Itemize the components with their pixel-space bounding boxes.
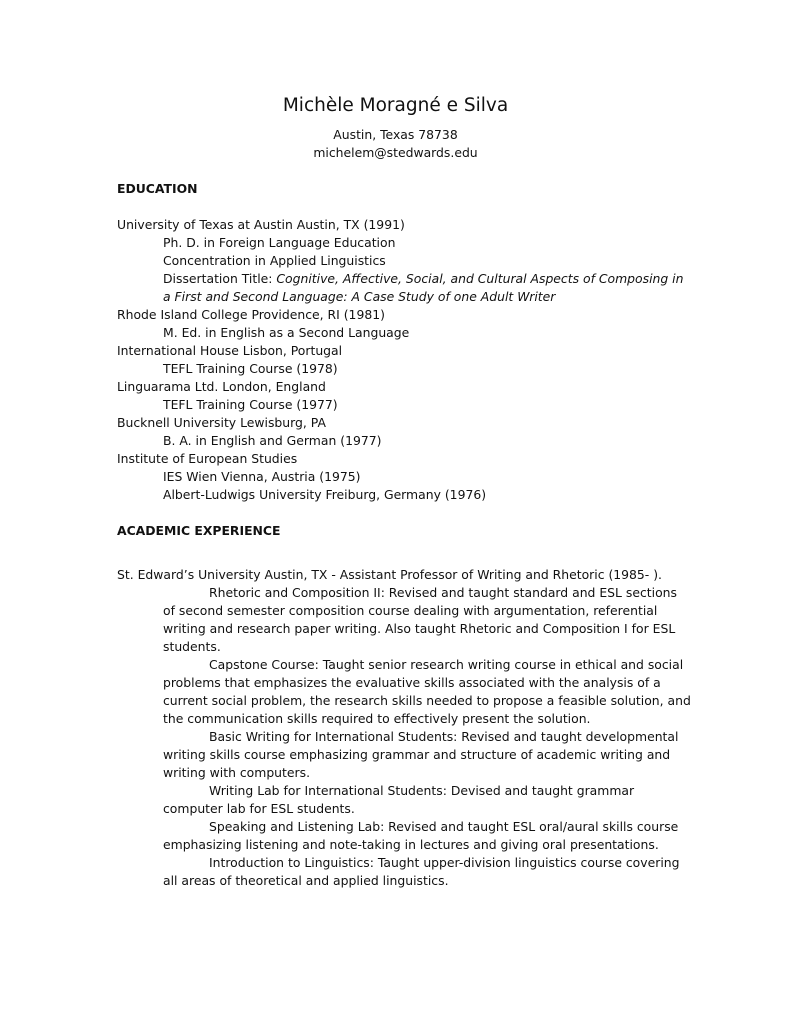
page-title: Michèle Moragné e Silva xyxy=(282,95,509,116)
education-line: TEFL Training Course (1978) xyxy=(163,361,338,376)
academic-line: computer lab for ESL students. xyxy=(163,801,355,816)
academic-line: problems that emphasizes the evaluative skills associated with the analysis of a xyxy=(163,675,661,690)
education-line: TEFL Training Course (1977) xyxy=(163,397,338,412)
academic-line: Speaking and Listening Lab: Revised and taught ESL oral/aural skills course xyxy=(209,819,679,834)
academic-line: all areas of theoretical and applied linguistics. xyxy=(163,873,449,888)
education-line: University of Texas at Austin Austin, TX (1991) xyxy=(117,217,405,232)
education-line: Ph. D. in Foreign Language Education xyxy=(163,235,396,250)
academic-line: writing skills course emphasizing grammar and structure of academic writing and xyxy=(163,747,671,762)
academic-line: Rhetoric and Composition II: Revised and taught standard and ESL sections xyxy=(209,585,677,600)
academic-line: Introduction to Linguistics: Taught upper-division linguistics course covering xyxy=(209,855,680,870)
academic-line: Capstone Course: Taught senior research writing course in ethical and social xyxy=(209,657,684,672)
academic-line: emphasizing listening and note-taking in lectures and giving oral presentations. xyxy=(163,837,659,852)
education-line: B. A. in English and German (1977) xyxy=(163,433,382,448)
education-line: Linguarama Ltd. London, England xyxy=(117,379,326,394)
academic-line: the communication skills required to effectively present the solution. xyxy=(163,711,591,726)
academic-line: students. xyxy=(163,639,221,654)
email: michelem@stedwards.edu xyxy=(313,145,478,160)
academic-line: writing and research paper writing. Also taught Rhetoric and Composition I for ESL xyxy=(163,621,676,636)
education-line: Albert-Ludwigs University Freiburg, Germany (1976) xyxy=(163,487,487,502)
education-line: M. Ed. in English as a Second Language xyxy=(163,325,410,340)
dissertation-line xyxy=(163,270,683,288)
academic-line: of second semester composition course dealing with argumentation, referential xyxy=(163,603,658,618)
education-heading: EDUCATION xyxy=(117,181,198,196)
academic-line: writing with computers. xyxy=(163,765,311,780)
dissertation-title: Cognitive, Affective, Social, and Cultural Aspects of Composing in xyxy=(276,271,684,286)
dissertation-title-cont: a First and Second Language: A Case Study of one Adult Writer xyxy=(163,289,556,304)
academic-line: current social problem, the research skills needed to propose a feasible solution, and xyxy=(163,693,691,708)
academic-line: Basic Writing for International Students: Revised and taught developmental xyxy=(209,729,679,744)
address: Austin, Texas 78738 xyxy=(333,127,458,142)
education-line: Institute of European Studies xyxy=(117,451,298,466)
dissertation-label: Dissertation Title: xyxy=(163,271,277,286)
education-line: Bucknell University Lewisburg, PA xyxy=(117,415,326,430)
education-line: Concentration in Applied Linguistics xyxy=(163,253,386,268)
academic-heading: ACADEMIC EXPERIENCE xyxy=(117,523,281,538)
education-line: International House Lisbon, Portugal xyxy=(117,343,343,358)
education-line: IES Wien Vienna, Austria (1975) xyxy=(163,469,361,484)
academic-line: Writing Lab for International Students: Devised and taught grammar xyxy=(209,783,635,798)
academic-line: St. Edward’s University Austin, TX - Assistant Professor of Writing and Rhetoric (1985- ). xyxy=(117,567,662,582)
education-line: Rhode Island College Providence, RI (1981) xyxy=(117,307,385,322)
